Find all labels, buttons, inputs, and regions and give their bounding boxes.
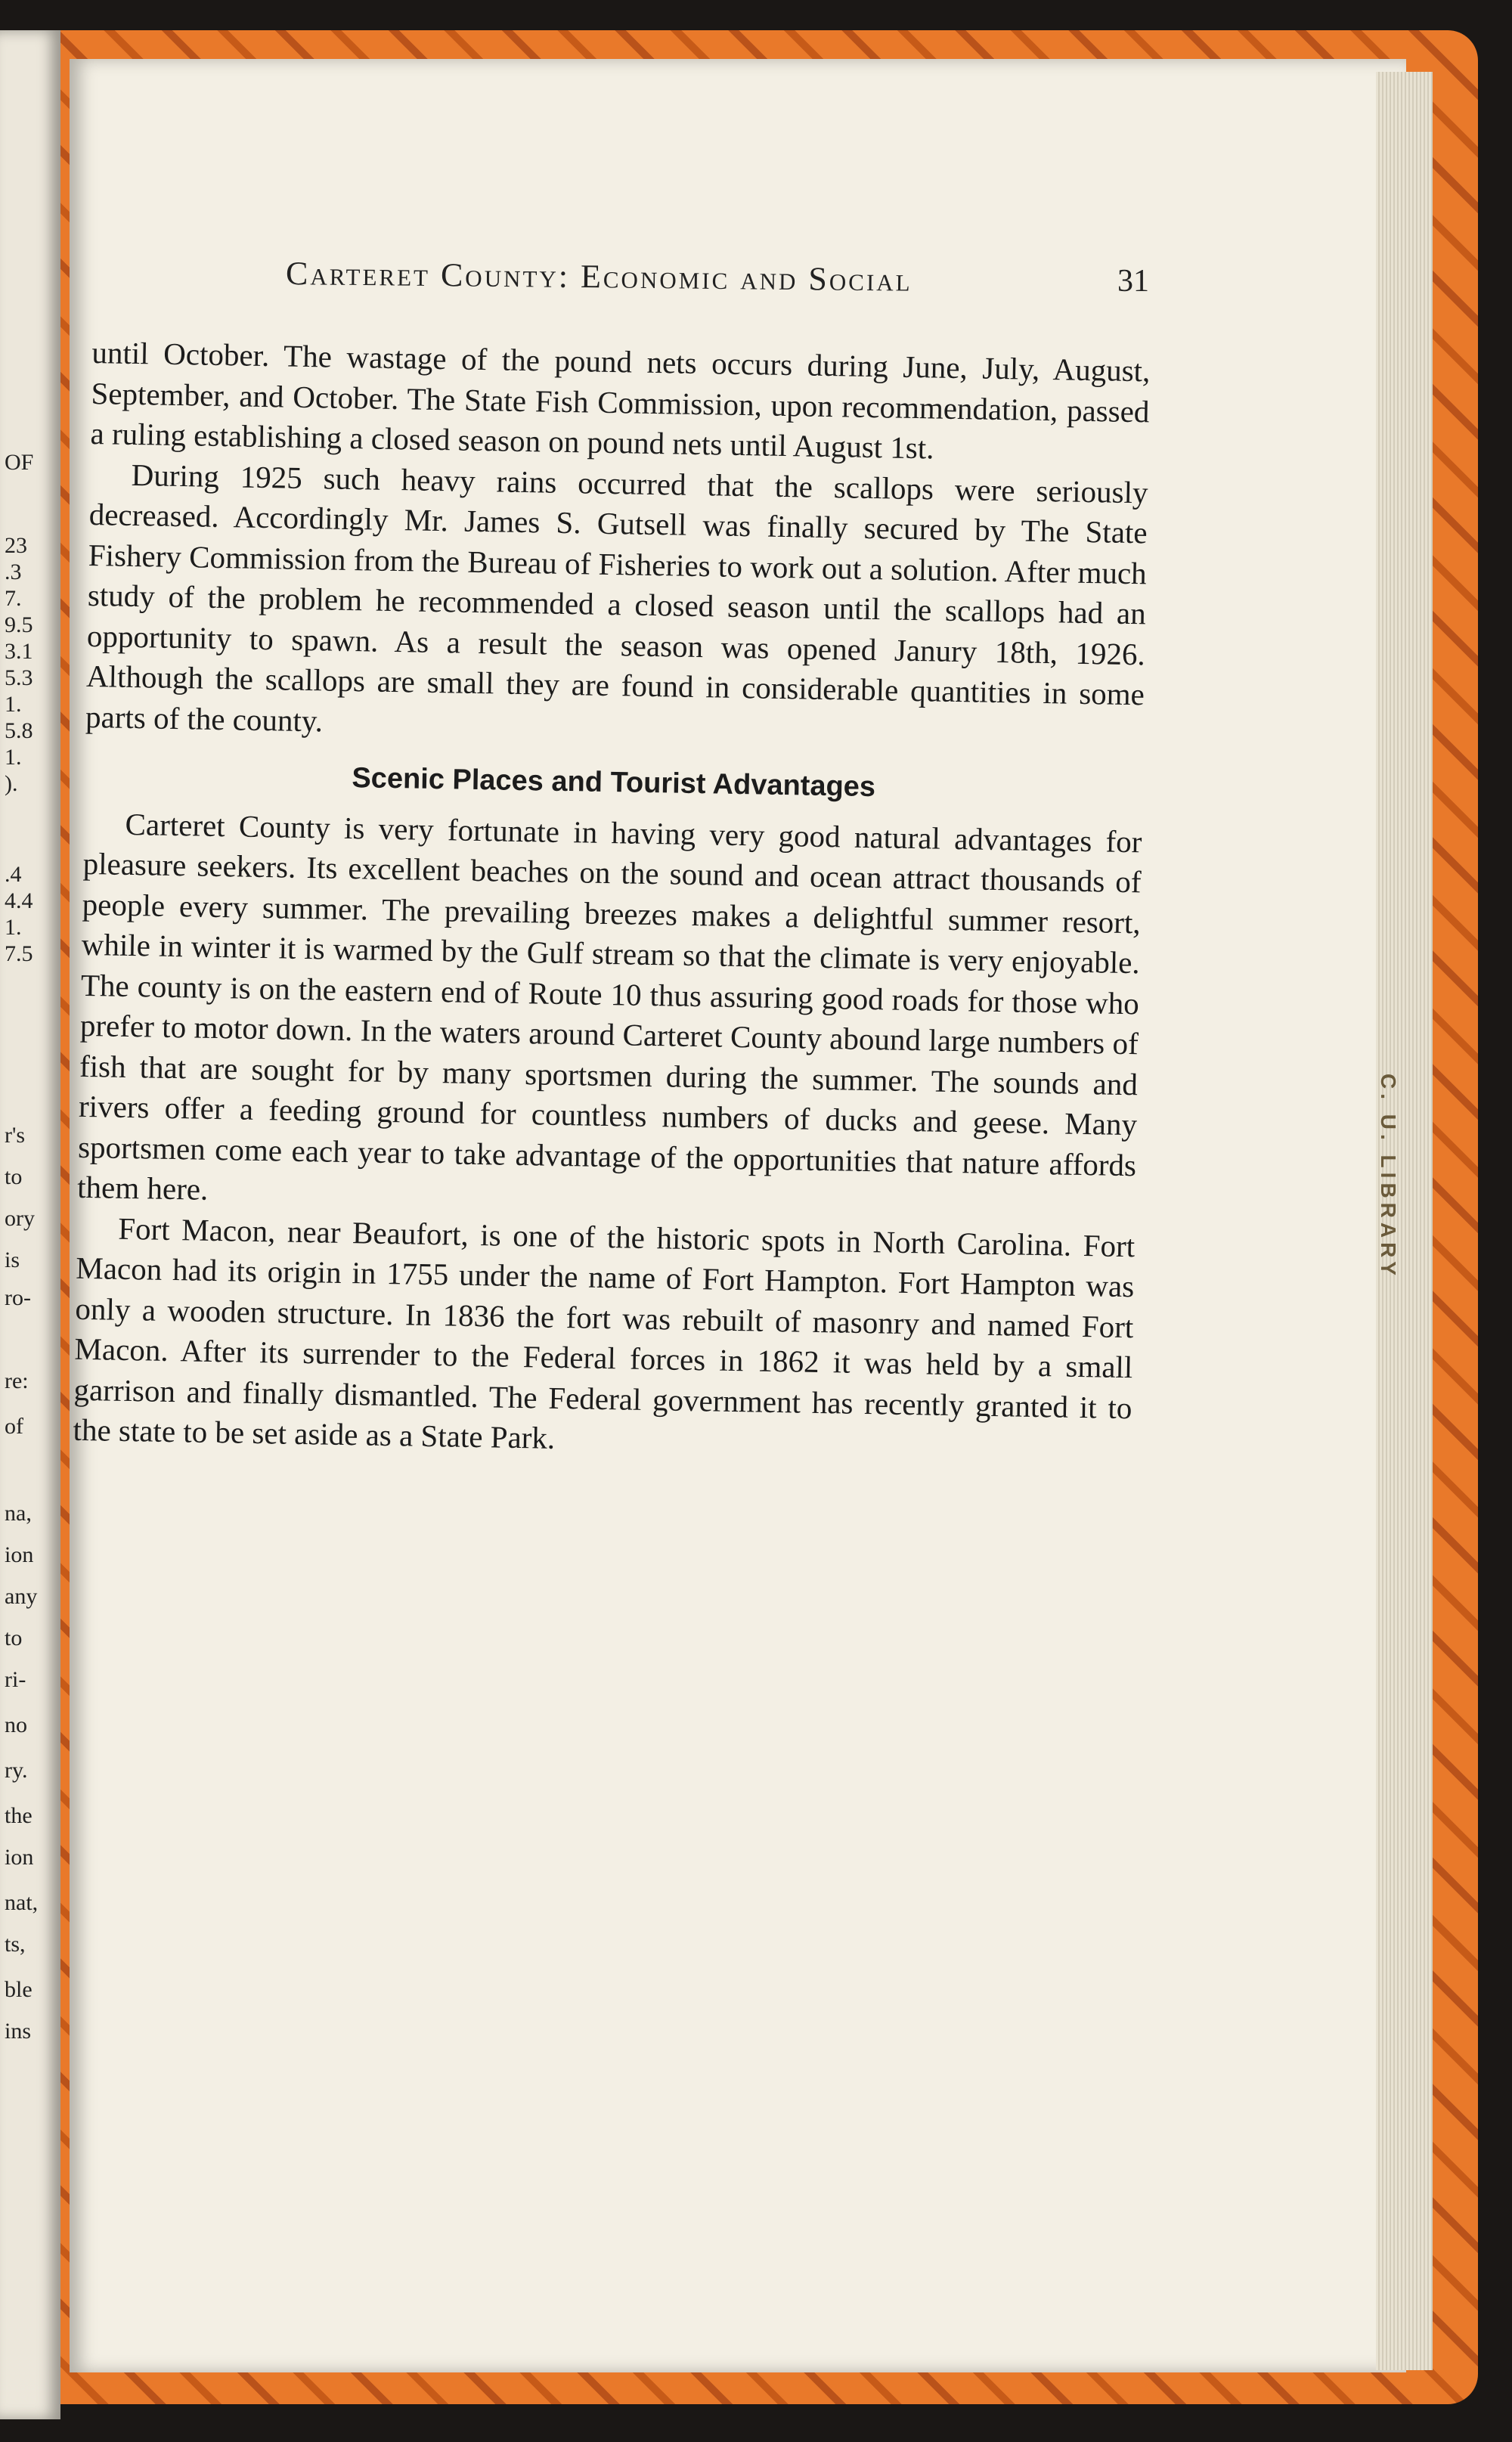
facing-page-fragment: nat,: [5, 1890, 39, 1915]
facing-page-fragment: is: [5, 1247, 20, 1272]
page-body: [73, 333, 1151, 1469]
facing-page-fragment: the: [5, 1803, 33, 1828]
paragraph-tourism: Carteret County is very fortunate in having very good natural advantages for pleasure seekers. Its excellent beaches on the sound and ocean attract thousands of people every summer. The prevailing breezes makes a delightful summer resort, while in winter it is warmed by the Gulf stream so that the climate is very enjoyable. The county is on the eastern end of Route 10 thus assuring good roads for those who prefer to motor down. In the waters around Carteret County abound large numbers of fish that are sought for by many sportsmen during the summer. The sounds and rivers offer a feeding ground for countless numbers of ducks and geese. Many sportsmen come each year to take advantage of the opportunities that nature affords them here.: [76, 806, 1142, 1207]
facing-page-fragment: .3: [5, 559, 22, 584]
facing-page-fragment: any: [5, 1584, 38, 1609]
facing-page-fragment: r's: [5, 1123, 26, 1148]
facing-page-fragment: ).: [5, 771, 18, 796]
facing-page-fragment: .4: [5, 862, 22, 887]
facing-page-fragment: 3.1: [5, 639, 33, 664]
paragraph-fort-macon: Fort Macon, near Beaufort, is one of the historic spots in North Carolina. Fort Macon had its origin in 1755 under the name of Fort Hampton. Fort Hampton was only a wooden structure. In 1836 the fort was rebuilt of masonry and named Fort Macon. After its surrender to the Federal forces in 1862 it was held by a small garrison and finally dismantled. The Federal government has recently granted it to the state to be set aside as a State Park.: [73, 1210, 1136, 1455]
facing-page-fragment: re:: [5, 1368, 29, 1393]
facing-page-fragment: 23: [5, 533, 27, 558]
facing-page-fragment: of: [5, 1414, 23, 1439]
page-number: 31: [1117, 264, 1149, 299]
facing-page-fragment: ins: [5, 2019, 32, 2044]
facing-page-fragment: 9.5: [5, 612, 33, 637]
facing-page-fragment: ion: [5, 1845, 34, 1870]
facing-page-fragment: 1.: [5, 692, 22, 717]
facing-page-fragment: ble: [5, 1977, 33, 2002]
facing-page-fragment: na,: [5, 1501, 32, 1526]
facing-page-fragment: 4.4: [5, 888, 33, 913]
facing-page-fragment: to: [5, 1164, 23, 1189]
running-header: Carteret County: Economic and Social: [285, 254, 912, 299]
library-stamp: C. U. LIBRARY: [1377, 1074, 1400, 1280]
facing-page-fragment: 5.8: [5, 718, 33, 743]
facing-page-fragment: ri-: [5, 1667, 26, 1692]
facing-page-fragment: ry.: [5, 1758, 28, 1783]
facing-page-fragment: OF: [5, 450, 34, 475]
facing-page-fragment: 7.5: [5, 941, 33, 966]
paragraph-continued: until October. The wastage of the pound nets occurs during June, July, August, September, and October. The State Fish Commission, upon recommendation, passed a ruling establishing a closed season on pound nets until August 1st.: [90, 334, 1151, 466]
facing-page-fragment: ory: [5, 1206, 35, 1231]
facing-page-fragment: 1.: [5, 915, 22, 940]
section-heading: Scenic Places and Tourist Advantages: [352, 762, 876, 804]
facing-page-fragment: 1.: [5, 745, 22, 770]
facing-page-fragment: 5.3: [5, 665, 33, 690]
facing-page-fragment: ts,: [5, 1932, 26, 1957]
facing-page-fragment: ion: [5, 1542, 34, 1567]
facing-page-edge: [0, 30, 60, 2419]
facing-page-fragment: 7.: [5, 586, 22, 611]
facing-page-fragment: to: [5, 1625, 23, 1650]
paragraph-scallops: During 1925 such heavy rains occurred that the scallops were seriously decreased. Accordingly Mr. James S. Gutsell was finally secured by The State Fishery Commission from the Bureau of Fisheries to work out a solution. After much study of the problem he recommended a closed season until the scallops had an opportunity to spawn. As a result the season was opened Janury 18th, 1926. Although the scallops are small they are found in considerable quantities in some parts of the county.: [85, 457, 1148, 738]
facing-page-fragment: ro-: [5, 1285, 31, 1310]
facing-page-fragment: no: [5, 1712, 27, 1737]
